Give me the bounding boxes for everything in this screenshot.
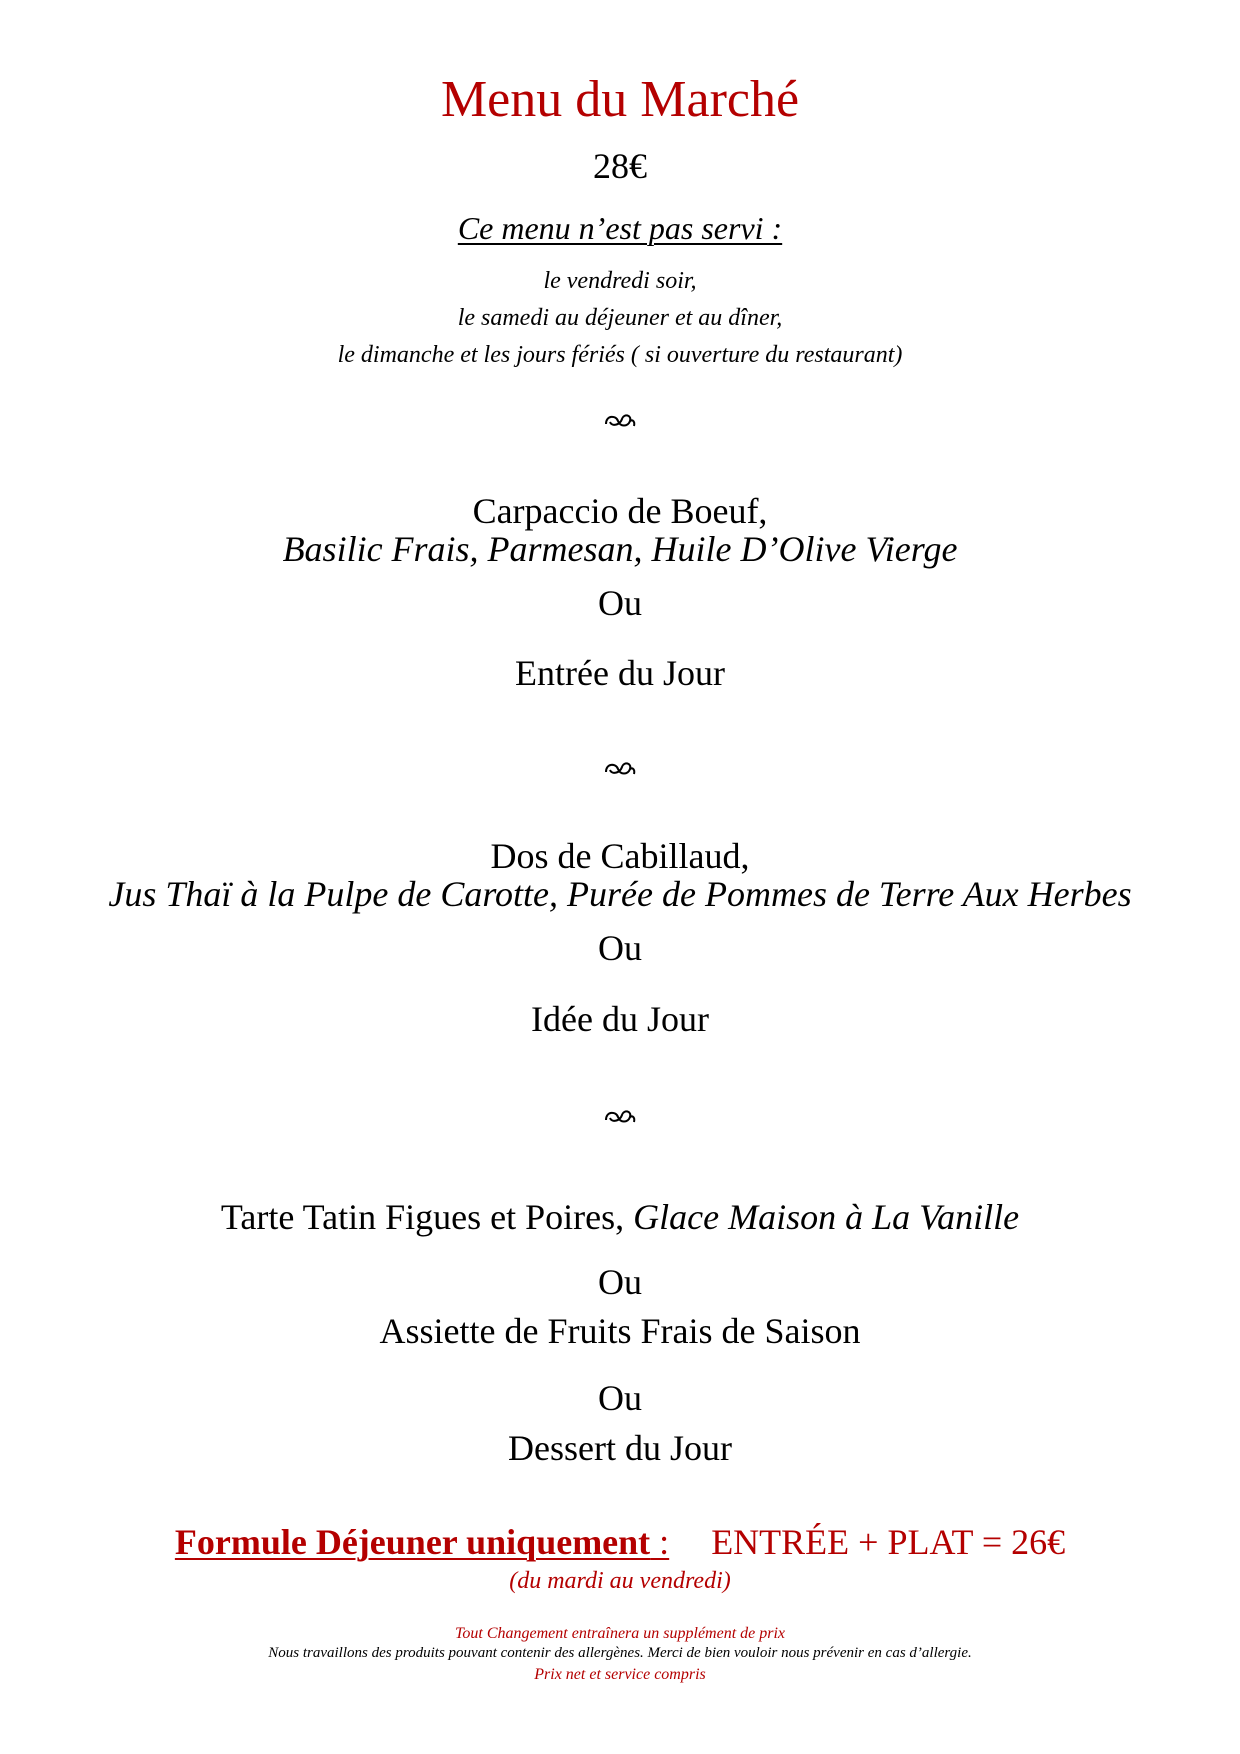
dessert-main-description: Glace Maison à La Vanille <box>633 1197 1020 1237</box>
ornament-swirl-icon <box>0 758 1240 785</box>
lunch-formula <box>0 1521 1240 1563</box>
dessert-alternative: Dessert du Jour <box>508 1428 732 1468</box>
dessert-alternative: Assiette de Fruits Frais de Saison <box>379 1311 861 1351</box>
notice-line: le vendredi soir, <box>543 268 697 294</box>
starter-main-description: Basilic Frais, Parmesan, Huile D’Olive Vierge <box>282 529 958 569</box>
notice-line: le samedi au déjeuner et au dîner, <box>457 305 783 331</box>
footer-allergen-note: Nous travaillons des produits pouvant contenir des allergènes. Merci de bien vouloir nous prévenir en cas d’allergie. <box>268 1645 972 1661</box>
formula-label: Formule Déjeuner uniquement <box>174 1522 651 1562</box>
or-separator: Ou <box>598 1262 642 1302</box>
footer-price-note: Prix net et service compris <box>534 1666 706 1683</box>
dessert-main-name: Tarte Tatin Figues et Poires, <box>220 1197 625 1237</box>
starter-main-name: Carpaccio de Boeuf, <box>472 491 768 531</box>
ornament-swirl-icon <box>0 1106 1240 1133</box>
starter-alternative: Entrée du Jour <box>515 653 725 693</box>
main-course-name: Dos de Cabillaud, <box>490 836 750 876</box>
notice-heading <box>0 210 1240 247</box>
or-separator: Ou <box>598 583 642 623</box>
or-separator: Ou <box>598 1378 642 1418</box>
menu-price: 28€ <box>593 146 647 186</box>
notice-line: le dimanche et les jours fériés ( si ouverture du restaurant) <box>337 342 903 368</box>
or-separator: Ou <box>598 928 642 968</box>
formula-days: (du mardi au vendredi) <box>509 1568 731 1594</box>
notice-heading-text: Ce menu n’est pas servi : <box>457 210 783 246</box>
ornament-swirl-icon <box>0 410 1240 437</box>
main-course-description: Jus Thaï à la Pulpe de Carotte, Purée de Pommes de Terre Aux Herbes <box>108 874 1132 914</box>
formula-colon: : <box>650 1522 670 1562</box>
menu-title: Menu du Marché <box>440 71 800 128</box>
footer-change-note: Tout Changement entraînera un supplément de prix <box>454 1625 786 1642</box>
formula-offer: ENTRÉE + PLAT = 26€ <box>711 1522 1066 1562</box>
main-course-alternative: Idée du Jour <box>531 999 709 1039</box>
dessert-item <box>0 1196 1240 1238</box>
